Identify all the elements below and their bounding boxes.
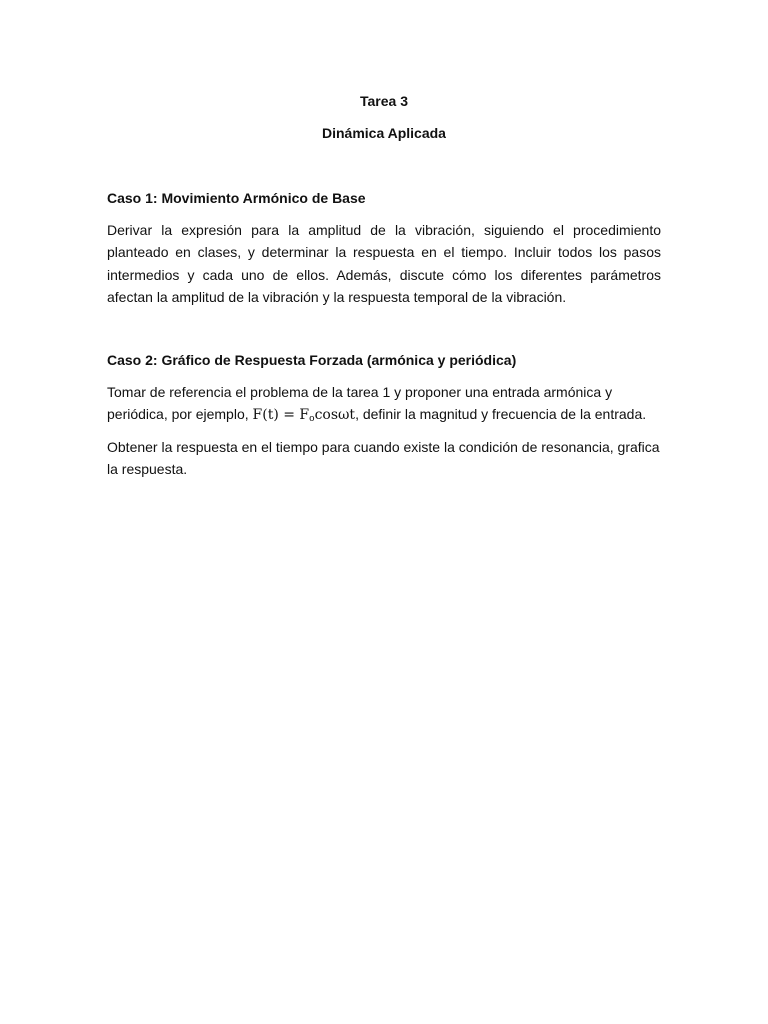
case2-paragraph-1-text-end: , definir la magnitud y frecuencia de la entrada. bbox=[355, 406, 647, 423]
case2-paragraph-2: Obtener la respuesta en el tiempo para cuando existe la condición de resonancia, grafica la respuesta. bbox=[107, 439, 660, 478]
formula-lhs: F(t) = F bbox=[252, 407, 310, 424]
case2-paragraph-1-text-start: Tomar de referencia el problema de la tarea 1 y proponer una entrada armónica y periódica, por ejemplo, bbox=[107, 384, 613, 423]
case2-heading: Caso 2: Gráfico de Respuesta Forzada (armónica y periódica) bbox=[107, 352, 517, 368]
case2-paragraph-1 bbox=[107, 381, 661, 427]
document-subtitle: Dinámica Aplicada bbox=[322, 125, 446, 141]
case1-heading: Caso 1: Movimiento Armónico de Base bbox=[107, 190, 366, 206]
formula-subscript: o bbox=[309, 414, 315, 425]
formula-rhs: cosωt bbox=[314, 407, 356, 424]
case1-paragraph: Derivar la expresión para la amplitud de la vibración, siguiendo el procedimiento planteado en clases, y determinar la respuesta en el tiempo. Incluir todos los pasos intermedios y cada uno de ellos. Además, discute cómo los diferentes parámetros afectan la amplitud de la vibración y la respuesta temporal de la vibración. bbox=[107, 222, 661, 305]
forcing-function-formula bbox=[253, 407, 356, 423]
document-title: Tarea 3 bbox=[360, 93, 408, 109]
